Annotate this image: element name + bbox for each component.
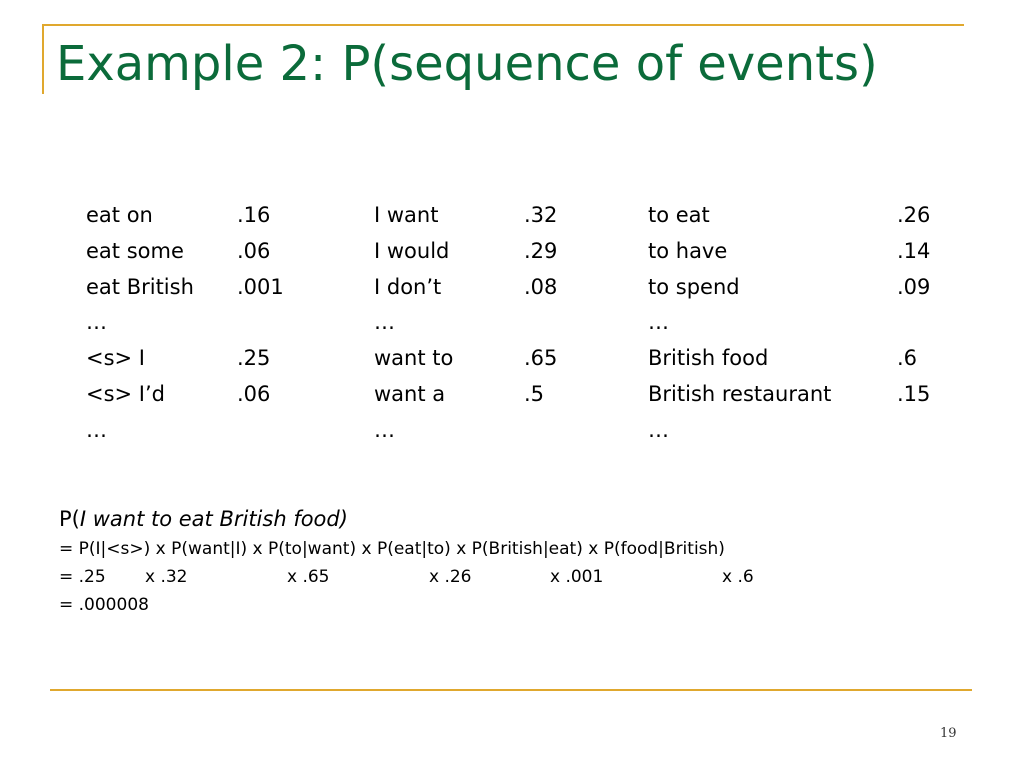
formula-value: x .32 xyxy=(145,567,188,587)
bigram-term: <s> I xyxy=(86,346,146,371)
bigram-term: I don’t xyxy=(374,274,442,299)
col3-probs xyxy=(897,198,930,449)
page-number: 19 xyxy=(940,726,957,741)
bigram-prob: .09 xyxy=(897,274,931,299)
col2-terms xyxy=(374,198,453,449)
bigram-prob: .65 xyxy=(524,346,558,371)
bigram-prob: .5 xyxy=(524,381,545,406)
bigram-term: want a xyxy=(374,381,446,406)
bigram-prob: .001 xyxy=(237,274,284,299)
bigram-term: … xyxy=(374,310,395,335)
bigram-prob: .08 xyxy=(524,274,558,299)
bigram-term: … xyxy=(86,417,107,442)
slide-title: Example 2: P(sequence of events) xyxy=(56,36,878,92)
bigram-prob: .15 xyxy=(897,381,931,406)
formula-value: x .6 xyxy=(722,567,754,587)
formula-sentence: I want to eat British food) xyxy=(79,507,348,531)
bigram-prob: .26 xyxy=(897,203,931,227)
formula-value: x .26 xyxy=(429,567,472,587)
bigram-term: I want xyxy=(374,203,439,227)
formula-prefix: P( xyxy=(59,507,80,531)
bigram-prob: .29 xyxy=(524,238,558,263)
bigram-prob xyxy=(897,413,930,449)
bigram-term: eat some xyxy=(86,238,184,263)
bigram-prob: .16 xyxy=(237,203,271,227)
left-rule xyxy=(42,24,44,94)
bigram-prob: .25 xyxy=(237,346,271,371)
bigram-term: … xyxy=(648,310,669,335)
bigram-prob xyxy=(524,305,557,341)
bigram-table xyxy=(86,198,966,450)
bigram-prob: .14 xyxy=(897,238,931,263)
formula-values xyxy=(59,563,754,591)
bigram-term: … xyxy=(86,310,107,335)
col2-probs xyxy=(524,198,557,449)
bigram-term: to have xyxy=(648,238,728,263)
bottom-rule xyxy=(50,689,972,691)
bigram-prob: .32 xyxy=(524,203,558,227)
formula-heading xyxy=(59,503,725,535)
bigram-term: to eat xyxy=(648,203,710,227)
formula-value: = .25 xyxy=(59,567,106,587)
bigram-term: I would xyxy=(374,238,450,263)
formula-result: = .000008 xyxy=(59,595,149,615)
bigram-term: want to xyxy=(374,346,454,371)
bigram-prob xyxy=(237,305,284,341)
col3-terms xyxy=(648,198,831,449)
bigram-prob: .6 xyxy=(897,346,918,371)
formula-value: x .65 xyxy=(287,567,330,587)
formula-expansion: = P(I|<s>) x P(want|I) x P(to|want) x P(eat|to) x P(British|eat) x P(food|British) xyxy=(59,539,725,559)
bigram-prob xyxy=(524,413,557,449)
bigram-term: eat on xyxy=(86,203,153,227)
bigram-prob: .06 xyxy=(237,238,271,263)
bigram-term: British food xyxy=(648,346,769,371)
bigram-term: … xyxy=(374,417,395,442)
formula-value: x .001 xyxy=(550,567,604,587)
bigram-term: eat British xyxy=(86,274,194,299)
bigram-term: to spend xyxy=(648,274,740,299)
bigram-term: … xyxy=(648,417,669,442)
bigram-prob: .06 xyxy=(237,381,271,406)
probability-formula xyxy=(59,503,754,619)
bigram-prob xyxy=(237,413,284,449)
bigram-prob xyxy=(897,305,930,341)
bigram-term: <s> I’d xyxy=(86,381,166,406)
col1-probs xyxy=(237,198,284,449)
top-rule xyxy=(42,24,964,26)
bigram-term: British restaurant xyxy=(648,381,832,406)
col1-terms xyxy=(86,198,194,449)
